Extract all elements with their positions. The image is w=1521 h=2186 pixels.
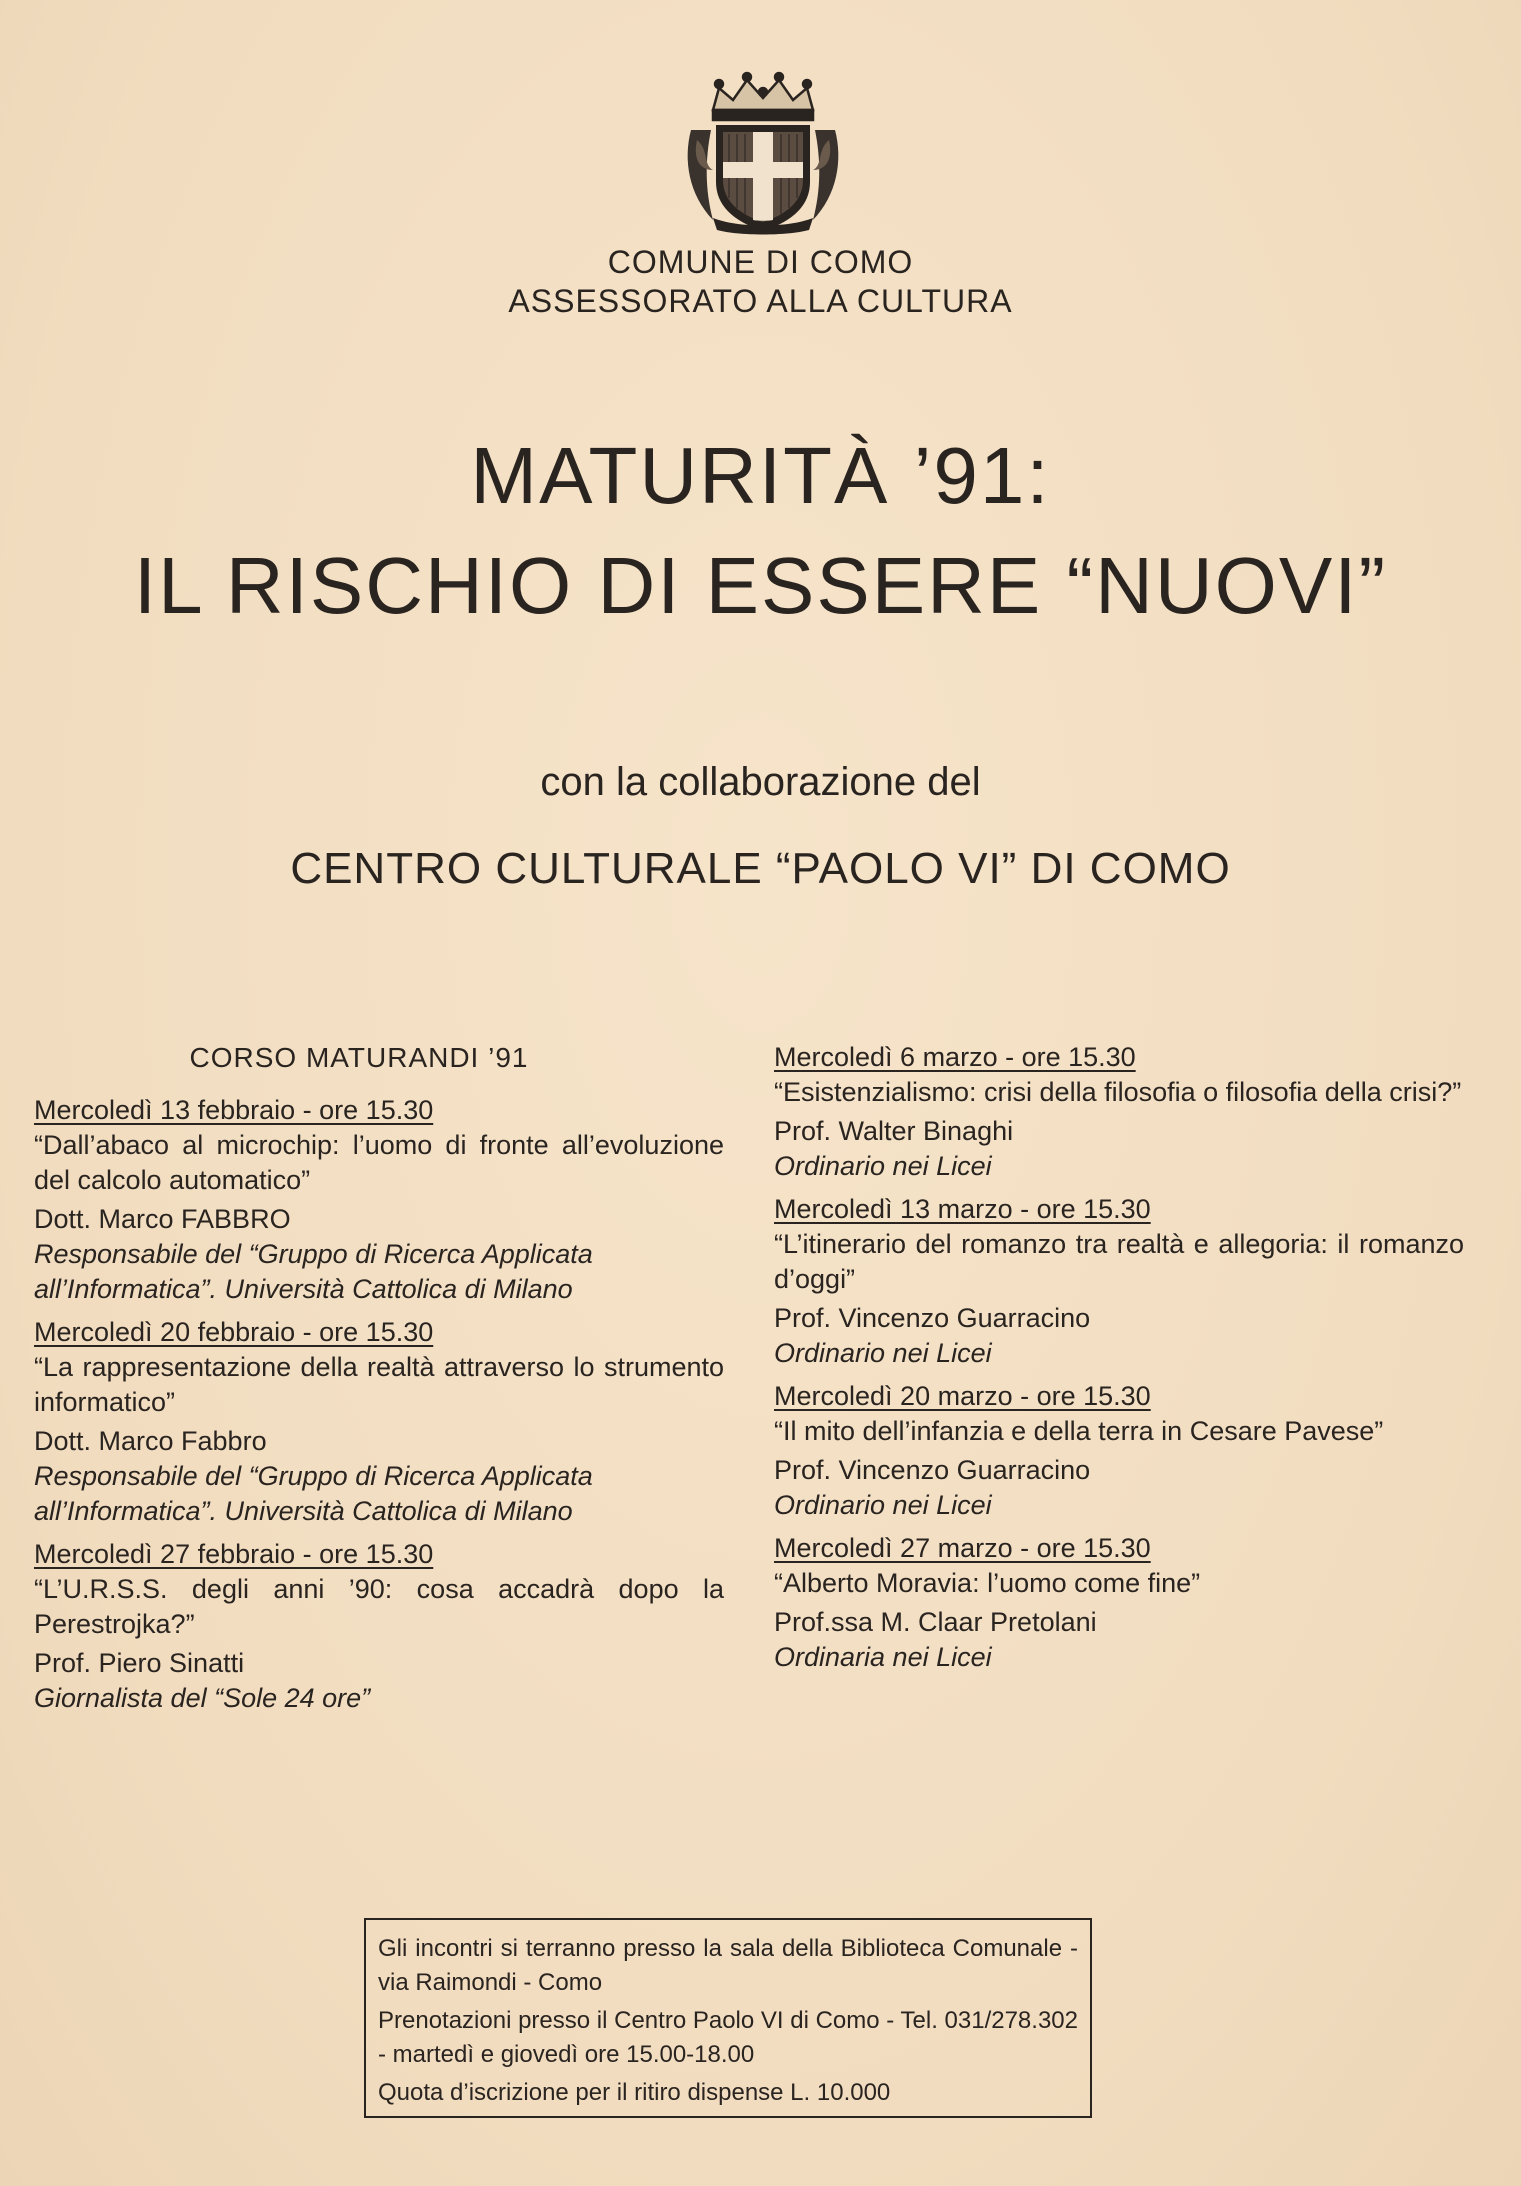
event-topic: “La rappresentazione della realtà attraverso lo strumento informatico” <box>34 1352 724 1417</box>
event-date: Mercoledì 20 marzo - ore 15.30 <box>774 1381 1151 1411</box>
event-speaker-role: Ordinario nei Licei <box>774 1338 992 1368</box>
event-item <box>774 1192 1464 1371</box>
event-item <box>774 1379 1464 1523</box>
event-topic: “Il mito dell’infanzia e della terra in Cesare Pavese” <box>774 1416 1384 1446</box>
info-box <box>364 1918 1092 2118</box>
event-speaker-role: Giornalista del “Sole 24 ore” <box>34 1683 371 1713</box>
event-date: Mercoledì 27 febbraio - ore 15.30 <box>34 1539 434 1569</box>
event-item <box>774 1040 1464 1184</box>
event-topic: “L’U.R.S.S. degli anni ’90: cosa accadrà dopo la Perestrojka?” <box>34 1574 724 1639</box>
event-speaker-role: Responsabile del “Gruppo di Ricerca Applicata all’Informatica”. Università Cattolica di Milano <box>34 1239 593 1304</box>
event-speaker: Dott. Marco FABBRO <box>34 1204 291 1234</box>
event-date: Mercoledì 6 marzo - ore 15.30 <box>774 1042 1136 1072</box>
schedule-left-column <box>34 1040 724 1724</box>
event-speaker: Dott. Marco Fabbro <box>34 1426 267 1456</box>
collaboration-intro: con la collaborazione del <box>540 760 981 804</box>
event-speaker-role: Ordinaria nei Licei <box>774 1642 992 1672</box>
poster-title-line1: MATURITÀ ’91: <box>470 431 1051 520</box>
course-title: CORSO MATURANDI ’91 <box>189 1042 529 1073</box>
event-date: Mercoledì 20 febbraio - ore 15.30 <box>34 1317 434 1347</box>
event-topic: “L’itinerario del romanzo tra realtà e allegoria: il romanzo d’oggi” <box>774 1229 1464 1294</box>
event-speaker: Prof.ssa M. Claar Pretolani <box>774 1607 1097 1637</box>
poster-title-line2: IL RISCHIO DI ESSERE “NUOVI” <box>133 541 1388 630</box>
event-item <box>774 1531 1464 1675</box>
event-speaker: Prof. Walter Binaghi <box>774 1116 1014 1146</box>
info-fee: Quota d’iscrizione per il ritiro dispense L. 10.000 <box>378 2079 891 2106</box>
organization-department: ASSESSORATO ALLA CULTURA <box>508 283 1013 319</box>
info-booking: Prenotazioni presso il Centro Paolo VI di Como - Tel. 031/278.302 - martedì e giovedì ore 15.00-18.00 <box>378 2007 1078 2068</box>
event-speaker: Prof. Vincenzo Guarracino <box>774 1303 1091 1333</box>
organization-name: COMUNE DI COMO <box>607 244 914 280</box>
event-item <box>34 1537 724 1716</box>
info-venue: Gli incontri si terranno presso la sala della Biblioteca Comunale - via Raimondi - Como <box>378 1935 1078 1996</box>
event-speaker-role: Ordinario nei Licei <box>774 1490 992 1520</box>
event-topic: “Esistenzialismo: crisi della filosofia o filosofia della crisi?” <box>774 1077 1462 1107</box>
event-topic: “Alberto Moravia: l’uomo come fine” <box>774 1568 1201 1598</box>
collaboration-partner: CENTRO CULTURALE “PAOLO VI” DI COMO <box>290 844 1231 893</box>
event-speaker-role: Ordinario nei Licei <box>774 1151 992 1181</box>
event-item <box>34 1093 724 1307</box>
event-date: Mercoledì 27 marzo - ore 15.30 <box>774 1533 1151 1563</box>
event-speaker: Prof. Piero Sinatti <box>34 1648 245 1678</box>
event-topic: “Dall’abaco al microchip: l’uomo di fronte all’evoluzione del calcolo automatico” <box>34 1130 724 1195</box>
event-item <box>34 1315 724 1529</box>
event-speaker-role: Responsabile del “Gruppo di Ricerca Applicata all’Informatica”. Università Cattolica di Milano <box>34 1461 593 1526</box>
schedule-right-column <box>774 1040 1464 1683</box>
event-date: Mercoledì 13 febbraio - ore 15.30 <box>34 1095 434 1125</box>
event-date: Mercoledì 13 marzo - ore 15.30 <box>774 1194 1151 1224</box>
event-speaker: Prof. Vincenzo Guarracino <box>774 1455 1091 1485</box>
coat-of-arms-icon <box>683 70 843 235</box>
